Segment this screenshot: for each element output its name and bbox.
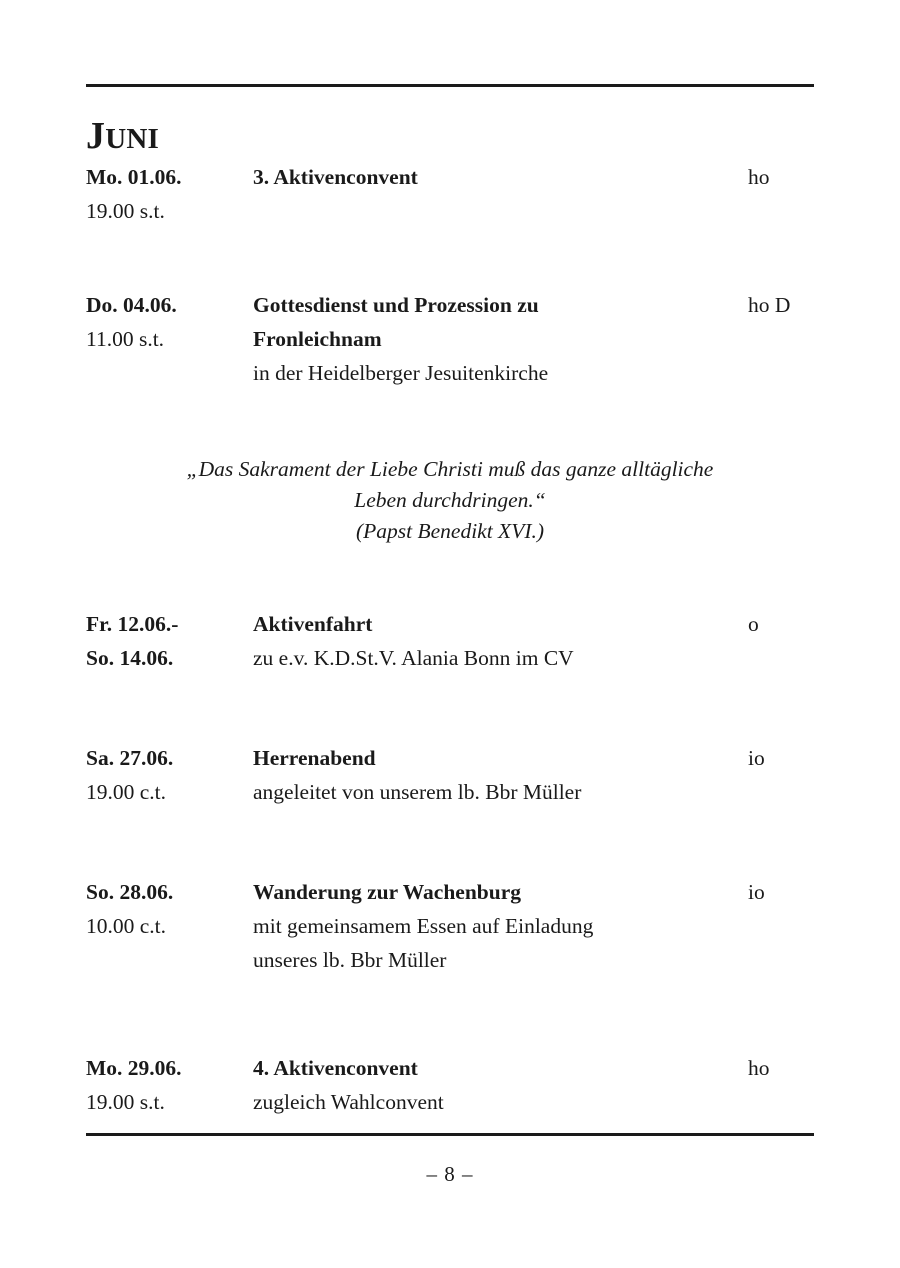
quotation-attribution: (Papst Benedikt XVI.) xyxy=(355,519,545,543)
event-title: Herrenabend xyxy=(253,746,376,770)
event-list xyxy=(86,160,814,1119)
event-primary-row xyxy=(86,160,814,194)
event-date: Fr. 12.06.- xyxy=(86,612,179,636)
entry-spacer xyxy=(86,977,814,1051)
event-primary-row xyxy=(86,288,814,322)
event-entry xyxy=(86,160,814,228)
event-entry xyxy=(86,288,814,390)
event-primary-row xyxy=(86,741,814,775)
event-detail: mit gemeinsamem Essen auf Einladung xyxy=(253,914,594,938)
event-date-end: So. 14.06. xyxy=(86,646,174,670)
event-secondary-row xyxy=(86,641,814,675)
event-title-continued: Fronleichnam xyxy=(253,327,382,351)
event-time: 19.00 s.t. xyxy=(86,1090,165,1114)
event-entry xyxy=(86,607,814,675)
event-detail: in der Heidelberger Jesuitenkirche xyxy=(253,361,549,385)
event-code: o xyxy=(748,612,759,636)
event-detail: unseres lb. Bbr Müller xyxy=(253,948,447,972)
event-detail: zu e.v. K.D.St.V. Alania Bonn im CV xyxy=(253,646,574,670)
quote-spacer-bottom xyxy=(86,547,814,607)
event-primary-row xyxy=(86,607,814,641)
quotation-line-1: „Das Sakrament der Liebe Christi muß das ganze alltägliche xyxy=(186,457,714,481)
event-secondary-row xyxy=(86,194,814,228)
event-secondary-row xyxy=(86,1085,814,1119)
event-date: So. 28.06. xyxy=(86,880,174,904)
event-primary-row xyxy=(86,1051,814,1085)
entry-spacer xyxy=(86,675,814,741)
event-code: ho xyxy=(748,1056,770,1080)
header-rule xyxy=(86,84,814,87)
event-secondary-row xyxy=(86,322,814,356)
event-entry xyxy=(86,741,814,809)
event-title: Aktivenfahrt xyxy=(253,612,373,636)
event-code: ho D xyxy=(748,293,791,317)
event-detail: zugleich Wahlconvent xyxy=(253,1090,444,1114)
event-title: 3. Aktivenconvent xyxy=(253,165,418,189)
entry-spacer xyxy=(86,809,814,875)
event-title: 4. Aktivenconvent xyxy=(253,1056,418,1080)
event-detail: angeleitet von unserem lb. Bbr Müller xyxy=(253,780,582,804)
quotation-line-2: Leben durchdringen.“ xyxy=(354,488,546,512)
footer-rule xyxy=(86,1133,814,1136)
event-date: Do. 04.06. xyxy=(86,293,177,317)
page-number: – 8 – xyxy=(426,1162,474,1186)
entry-spacer xyxy=(86,228,814,288)
quotation-block xyxy=(86,454,814,547)
page-title xyxy=(86,117,159,157)
quote-spacer-top xyxy=(86,390,814,454)
event-detail-row xyxy=(86,943,814,977)
event-entry xyxy=(86,1051,814,1119)
event-code: ho xyxy=(748,165,770,189)
event-primary-row xyxy=(86,875,814,909)
month-title-initial: J xyxy=(86,115,106,158)
event-code: io xyxy=(748,746,765,770)
event-entry xyxy=(86,875,814,977)
event-secondary-row xyxy=(86,775,814,809)
event-detail-row xyxy=(86,356,814,390)
month-title-rest: UNI xyxy=(105,123,159,156)
event-title: Gottesdienst und Prozession zu xyxy=(253,293,539,317)
event-date: Mo. 29.06. xyxy=(86,1056,182,1080)
event-title: Wanderung zur Wachenburg xyxy=(253,880,522,904)
event-time: 19.00 c.t. xyxy=(86,780,167,804)
event-code: io xyxy=(748,880,765,904)
event-time: 11.00 s.t. xyxy=(86,327,165,351)
event-secondary-row xyxy=(86,909,814,943)
event-time: 19.00 s.t. xyxy=(86,199,165,223)
event-date: Sa. 27.06. xyxy=(86,746,174,770)
event-date: Mo. 01.06. xyxy=(86,165,182,189)
event-time: 10.00 c.t. xyxy=(86,914,167,938)
